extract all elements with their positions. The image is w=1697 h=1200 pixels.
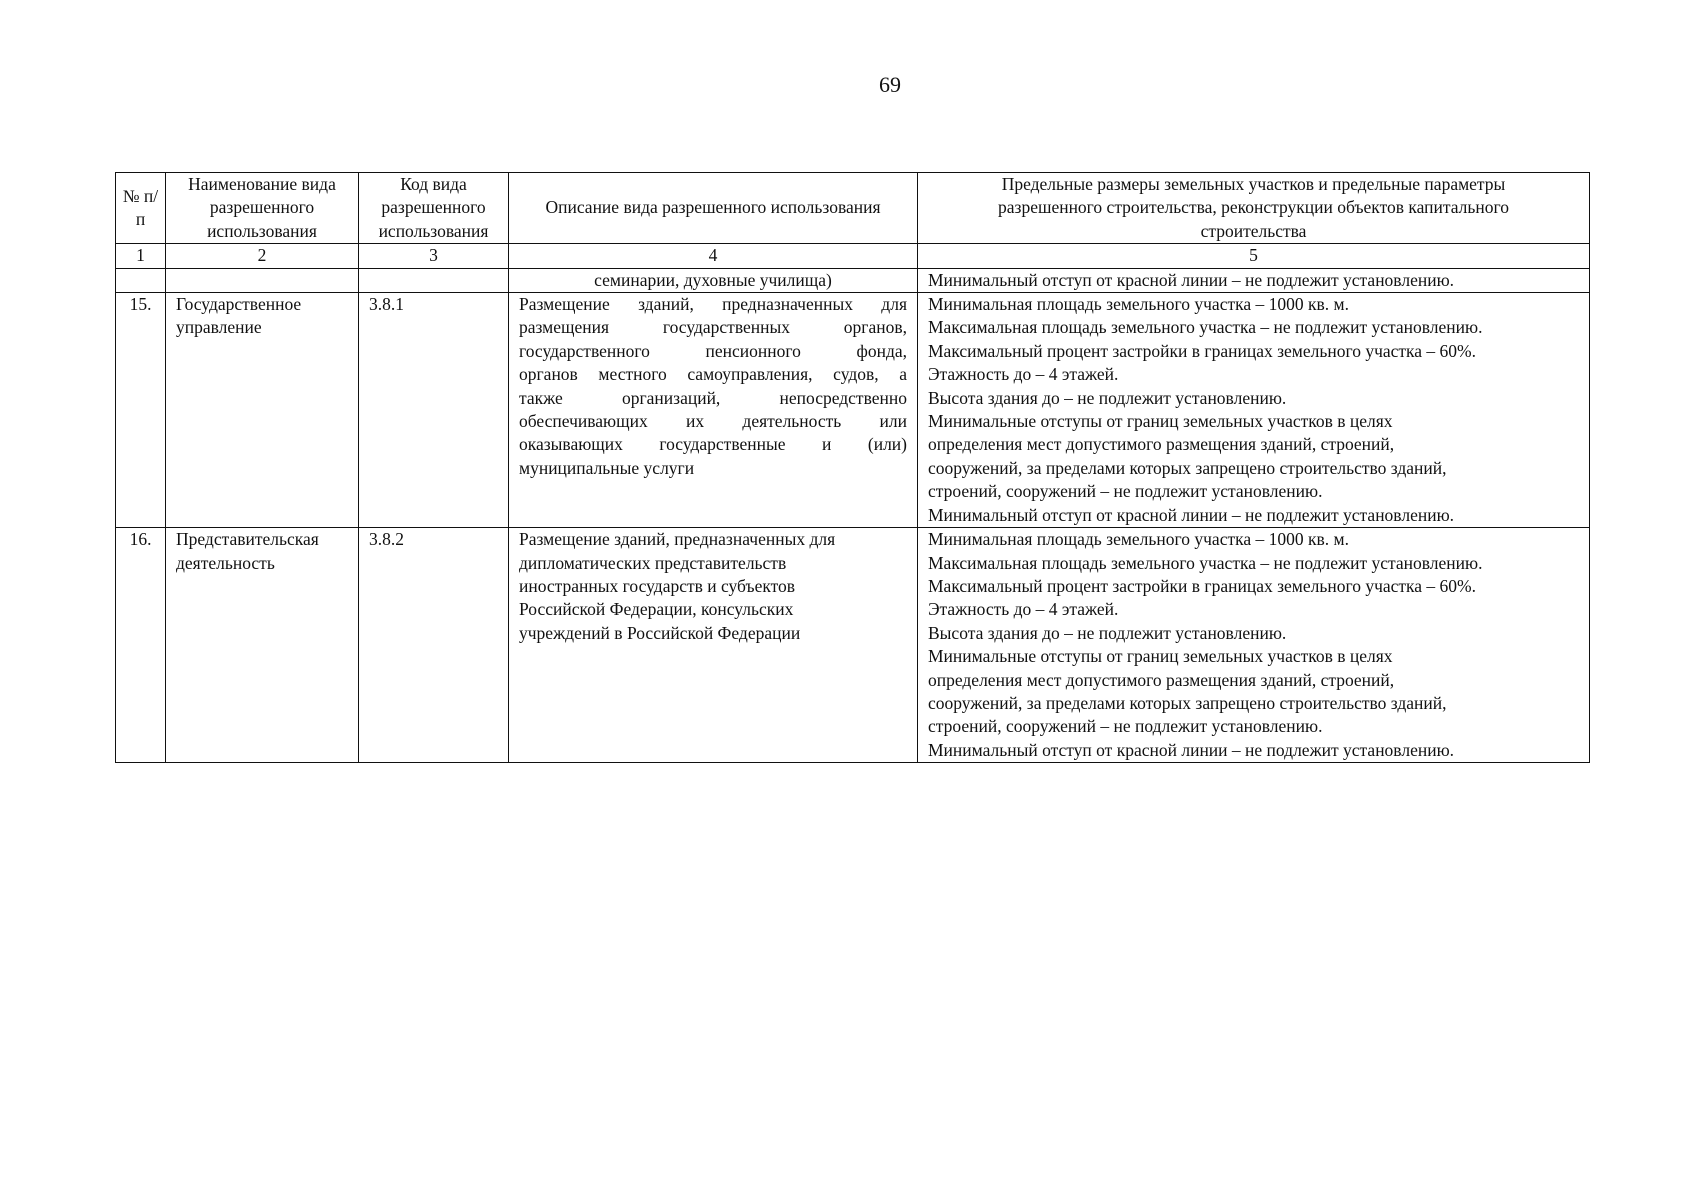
row-parameters-cell bbox=[918, 293, 1590, 528]
header-use-code: Код вида разрешенного использования bbox=[359, 173, 509, 244]
row-description-cell bbox=[509, 528, 918, 763]
row-number-cell bbox=[116, 268, 166, 292]
description-line: Размещение зданий, предназначенных для bbox=[519, 529, 836, 550]
column-number: 4 bbox=[509, 244, 918, 268]
header-use-description: Описание вида разрешенного использования bbox=[509, 173, 918, 244]
parameter-line: определения мест допустимого размещения зданий, строений, bbox=[928, 669, 1395, 690]
row-code-cell: 3.8.2 bbox=[359, 528, 509, 763]
column-number: 2 bbox=[166, 244, 359, 268]
description-line: иностранных государств и субъектов bbox=[519, 575, 796, 596]
parameter-line: Максимальный процент застройки в границах земельного участка – 60%. bbox=[928, 340, 1477, 361]
parameter-line: Максимальная площадь земельного участка – не подлежит установлению. bbox=[928, 552, 1483, 573]
description-line: органов местного самоуправления, судов, а bbox=[519, 364, 907, 385]
parameter-line: Высота здания до – не подлежит установлению. bbox=[928, 387, 1287, 408]
row-number-cell: 15. bbox=[116, 293, 166, 528]
row-description-cell bbox=[509, 268, 918, 292]
row-code-cell bbox=[359, 268, 509, 292]
parameter-line: Этажность до – 4 этажей. bbox=[928, 599, 1119, 620]
column-number: 3 bbox=[359, 244, 509, 268]
row-name-cell bbox=[166, 268, 359, 292]
row-number-cell: 16. bbox=[116, 528, 166, 763]
table-header-row bbox=[116, 173, 1590, 244]
parameter-line: Минимальные отступы от границ земельных участков в целях bbox=[928, 646, 1393, 667]
table-row bbox=[116, 293, 1590, 528]
parameter-line: строений, сооружений – не подлежит установлению. bbox=[928, 481, 1323, 502]
row-code-cell: 3.8.1 bbox=[359, 293, 509, 528]
parameter-line: сооружений, за пределами которых запрещено строительство зданий, bbox=[928, 457, 1447, 478]
description-line: Размещение зданий, предназначенных для bbox=[519, 294, 907, 315]
row-parameters-cell bbox=[918, 528, 1590, 763]
parameter-line: Минимальная площадь земельного участка – 1000 кв. м. bbox=[928, 294, 1349, 315]
description-line: учреждений в Российской Федерации bbox=[519, 622, 801, 643]
description-line: также организаций, непосредственно bbox=[519, 387, 907, 408]
parameter-line: сооружений, за пределами которых запрещено строительство зданий, bbox=[928, 692, 1447, 713]
column-number-row bbox=[116, 244, 1590, 268]
description-line: дипломатических представительств bbox=[519, 552, 787, 573]
row-name-cell: Государственное управление bbox=[166, 293, 359, 528]
page-number: 69 bbox=[879, 72, 901, 97]
description-line: Российской Федерации, консульских bbox=[519, 599, 794, 620]
parameter-line: Этажность до – 4 этажей. bbox=[928, 364, 1119, 385]
parameter-line: Высота здания до – не подлежит установлению. bbox=[928, 622, 1287, 643]
parameter-line: Минимальная площадь земельного участка – 1000 кв. м. bbox=[928, 529, 1349, 550]
column-number: 1 bbox=[116, 244, 166, 268]
parameter-line: строений, сооружений – не подлежит установлению. bbox=[928, 716, 1323, 737]
parameter-line: Минимальный отступ от красной линии – не подлежит установлению. bbox=[928, 504, 1455, 525]
header-number: № п/п bbox=[116, 173, 166, 244]
description-line: обеспечивающих их деятельность или bbox=[519, 411, 907, 432]
parameter-line: Минимальные отступы от границ земельных участков в целях bbox=[928, 411, 1393, 432]
header-use-name: Наименование вида разрешенного использования bbox=[166, 173, 359, 244]
parameter-line: Минимальный отступ от красной линии – не подлежит установлению. bbox=[928, 269, 1455, 290]
parameter-line: Минимальный отступ от красной линии – не подлежит установлению. bbox=[928, 739, 1455, 760]
parameter-line: Максимальный процент застройки в границах земельного участка – 60%. bbox=[928, 575, 1477, 596]
description-line: оказывающих государственные и (или) bbox=[519, 434, 907, 455]
parameter-line: определения мест допустимого размещения зданий, строений, bbox=[928, 434, 1395, 455]
row-name-cell: Представительская деятельность bbox=[166, 528, 359, 763]
row-description-cell bbox=[509, 293, 918, 528]
table-row bbox=[116, 528, 1590, 763]
column-number: 5 bbox=[918, 244, 1590, 268]
description-line: муниципальные услуги bbox=[519, 457, 695, 478]
parameter-line: Максимальная площадь земельного участка – не подлежит установлению. bbox=[928, 317, 1483, 338]
table-row bbox=[116, 268, 1590, 292]
header-limits: Предельные размеры земельных участков и предельные параметры разрешенного строительства, реконструкции объектов капитального строительства bbox=[918, 173, 1590, 244]
row-parameters-cell bbox=[918, 268, 1590, 292]
description-line: размещения государственных органов, bbox=[519, 317, 907, 338]
permitted-use-table bbox=[115, 172, 1590, 763]
continuation-description: семинарии, духовные училища) bbox=[594, 269, 832, 290]
description-line: государственного пенсионного фонда, bbox=[519, 340, 907, 361]
